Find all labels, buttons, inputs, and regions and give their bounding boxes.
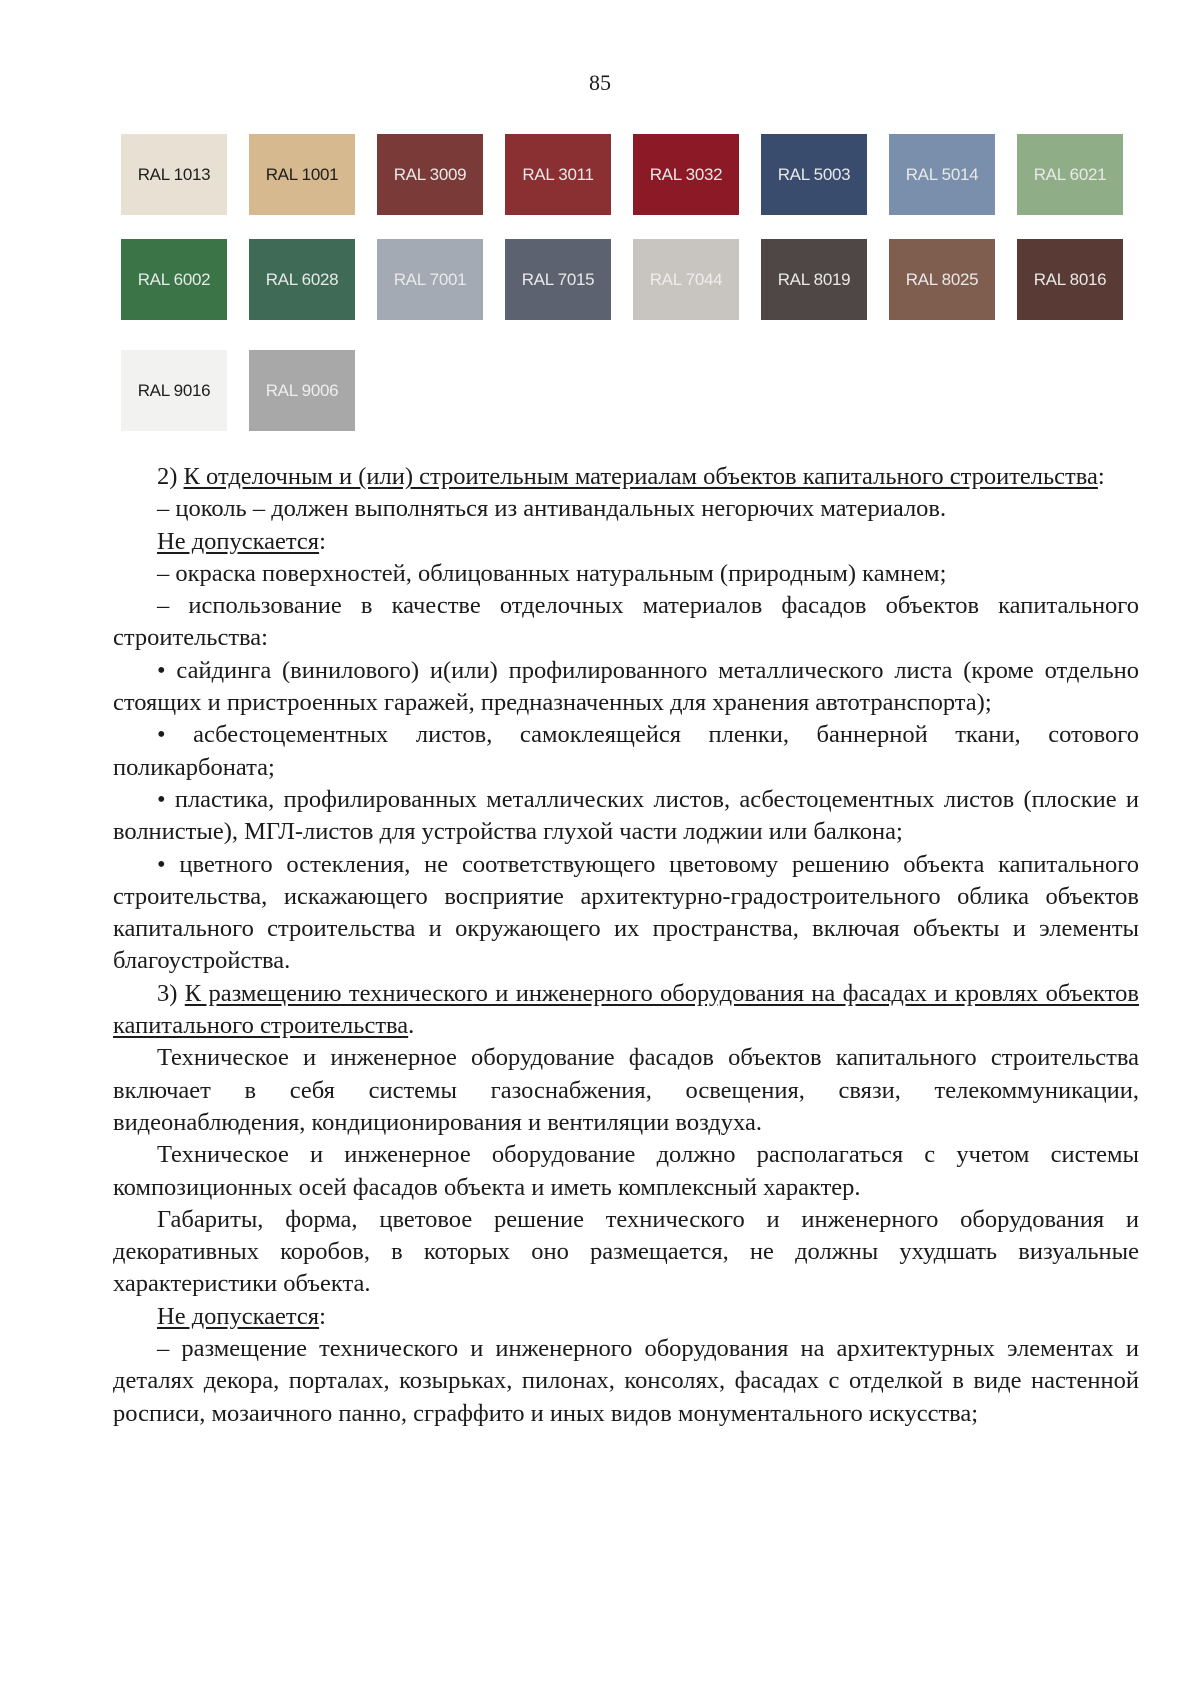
prohibition-heading [113,526,1139,558]
swatch-ral-3032 [633,134,739,215]
swatch-ral-7001 [377,239,483,320]
swatch-ral-8019 [761,239,867,320]
swatch-label: RAL 7001 [393,269,467,289]
swatch-ral-1013 [121,134,227,215]
page-number: 85 [589,70,611,95]
section-title: К размещению технического и инженерного оборудования на фасадах и кровлях объектов капитального строительства [113,979,1139,1040]
bullet-item: • асбестоцементных листов, самоклеящейся пленки, баннерной ткани, сотового поликарбоната; [113,721,1139,781]
document-body [113,461,1139,1430]
punctuation: : [1097,463,1105,490]
ral-color-swatches [121,134,1133,431]
swatch-label: RAL 1001 [265,164,339,184]
swatch-ral-5003 [761,134,867,215]
paragraph: Техническое и инженерное оборудование фасадов объектов капитального строительства включает в себя системы газоснабжения, освещения, связи, телекоммуникации, видеонаблюдения, кондиционирования и вентиляции воздуха. [113,1044,1139,1136]
section-number: 3) [157,979,185,1007]
list-item: – размещение технического и инженерного оборудования на архитектурных элементах и деталях декора, порталах, козырьках, пилонах, консолях, фасадах с отделкой в виде настенной росписи, мозаичного панно, сграффито и иных видов монументального искусства; [113,1335,1139,1427]
swatch-label: RAL 5014 [905,164,979,184]
swatch-label: RAL 6028 [265,269,339,289]
section-title: К отделочным и (или) строительным материалам объектов капитального строительства [183,463,1098,490]
swatch-ral-3009 [377,134,483,215]
swatch-label: RAL 3009 [393,164,467,184]
swatch-label: RAL 8019 [777,269,851,289]
swatch-ral-5014 [889,134,995,215]
list-item: – окраска поверхностей, облицованных натуральным (природным) камнем; [157,559,947,587]
swatch-ral-7044 [633,239,739,320]
prohibition-label: Не допускается [157,1302,320,1330]
bullet-item: • сайдинга (винилового) и(или) профилированного металлического листа (кроме отдельно стоящих и пристроенных гаражей, предназначенных для хранения автотранспорта); [113,656,1139,717]
swatch-label: RAL 6021 [1033,164,1107,184]
swatch-ral-7015 [505,239,611,320]
swatch-ral-6002 [121,239,227,320]
prohibition-label: Не допускается [157,527,320,555]
swatch-label: RAL 8016 [1033,269,1107,289]
list-item: – использование в качестве отделочных материалов фасадов объектов капитального строительства: [113,592,1139,652]
swatch-label: RAL 1013 [137,164,211,184]
swatch-ral-6021 [1017,134,1123,215]
section-number: 2) [157,463,184,490]
swatch-ral-8025 [889,239,995,320]
swatch-ral-9006 [249,350,355,431]
swatch-label: RAL 3011 [522,164,594,184]
swatch-ral-6028 [249,239,355,320]
paragraph: Габариты, форма, цветовое решение технического и инженерного оборудования и декоративных коробов, в которых оно размещается, не должны ухудшать визуальные характеристики объекта. [113,1205,1139,1298]
swatch-label: RAL 7015 [521,269,595,289]
punctuation: : [319,1302,326,1330]
punctuation: . [408,1012,415,1040]
swatch-label: RAL 9016 [137,380,211,400]
swatch-ral-1001 [249,134,355,215]
paragraph: Техническое и инженерное оборудование должно располагаться с учетом системы композиционных осей фасадов объекта и иметь комплексный характер. [113,1141,1139,1201]
swatch-ral-8016 [1017,239,1123,320]
bullet-item: • пластика, профилированных металлических листов, асбестоцементных листов (плоские и волнистые), МГЛ-листов для устройства глухой части лоджии или балкона; [113,785,1139,846]
section-2-heading [113,461,1139,493]
section-3-heading [113,978,1139,1043]
swatch-label: RAL 7044 [649,269,723,289]
swatch-label: RAL 6002 [137,269,211,289]
prohibition-heading [113,1301,1139,1333]
swatch-ral-9016 [121,350,227,431]
swatch-label: RAL 9006 [265,380,339,400]
list-item: – цоколь – должен выполняться из антивандальных негорючих материалов. [157,495,947,523]
punctuation: : [319,527,326,555]
bullet-item: • цветного остекления, не соответствующего цветовому решению объекта капитального строительства, искажающего восприятие архитектурно-градостроительного облика объектов капитального строительства и окружающего их пространства, включая объекты и элементы благоустройства. [113,850,1139,975]
swatch-ral-3011 [505,134,611,215]
swatch-label: RAL 3032 [649,164,723,184]
swatch-label: RAL 5003 [777,164,851,184]
swatch-label: RAL 8025 [905,269,979,289]
